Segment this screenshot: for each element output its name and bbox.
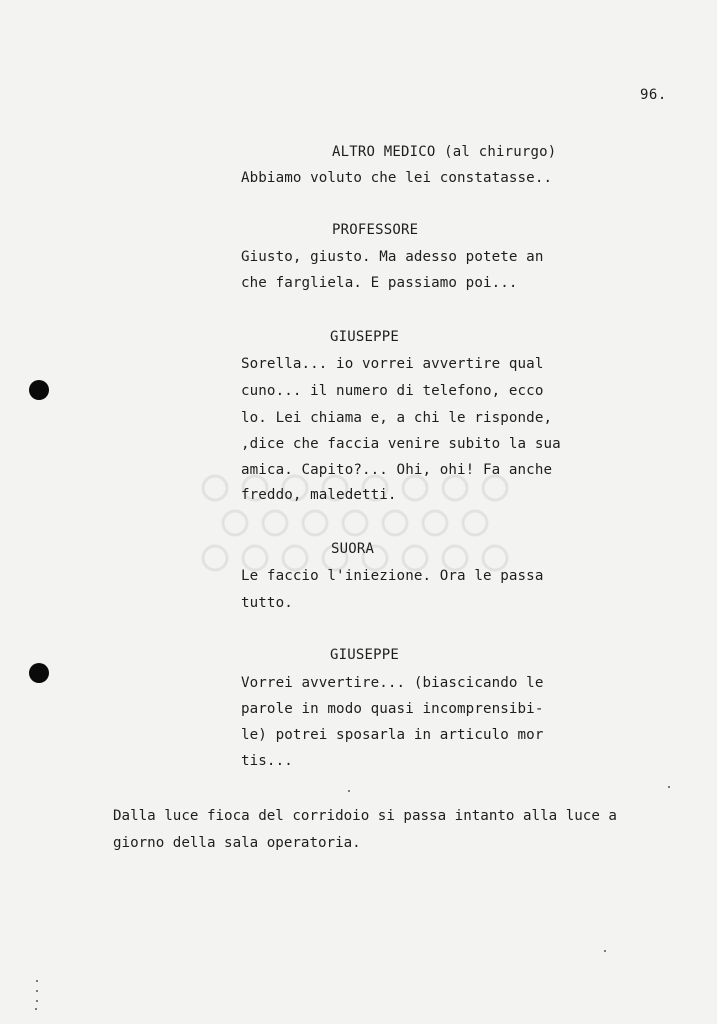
speaker-giuseppe: GIUSEPPE [330, 329, 400, 345]
dialogue-line: Le faccio l'iniezione. Ora le passa [241, 568, 544, 584]
dialogue-line: Giusto, giusto. Ma adesso potete an [241, 249, 544, 265]
dialogue-line: tutto. [241, 595, 293, 611]
binder-hole [29, 380, 49, 400]
speaker-giuseppe: GIUSEPPE [330, 647, 400, 663]
speaker-suora: SUORA [331, 541, 375, 557]
paper-speck [36, 990, 38, 992]
paper-speck [348, 790, 350, 792]
paper-speck [668, 786, 670, 788]
stage-direction-line: Dalla luce fioca del corridoio si passa intanto alla luce a [113, 808, 617, 824]
dialogue-line: parole in modo quasi incomprensibi- [241, 701, 544, 717]
speaker-professore: PROFESSORE [332, 222, 419, 238]
dialogue-line: le) potrei sposarla in articulo mor [241, 727, 544, 743]
dialogue-line: cuno... il numero di telefono, ecco [241, 383, 544, 399]
paper-speck [36, 980, 38, 982]
dialogue-line: Vorrei avvertire... (biascicando le [241, 675, 544, 691]
paper-speck [36, 1000, 38, 1002]
dialogue-line: Sorella... io vorrei avvertire qual [241, 356, 544, 372]
page-number: 96. [640, 87, 667, 103]
dialogue-line: lo. Lei chiama e, a chi le risponde, [241, 410, 553, 426]
dialogue-line: tis... [241, 753, 293, 769]
speaker-altro-medico: ALTRO MEDICO (al chirurgo) [332, 144, 557, 160]
dialogue-line: amica. Capito?... Ohi, ohi! Fa anche [241, 462, 553, 478]
dialogue-line: ,dice che faccia venire subito la sua [241, 436, 561, 452]
paper-speck [604, 950, 606, 952]
dialogue-line: Abbiamo voluto che lei constatasse.. [241, 170, 553, 186]
watermark-pattern [190, 458, 520, 578]
dialogue-line: che fargliela. E passiamo poi... [241, 275, 518, 291]
paper-speck [35, 1008, 37, 1010]
binder-hole [29, 663, 49, 683]
stage-direction-line: giorno della sala operatoria. [113, 835, 361, 851]
dialogue-line: freddo, maledetti. [241, 487, 397, 503]
